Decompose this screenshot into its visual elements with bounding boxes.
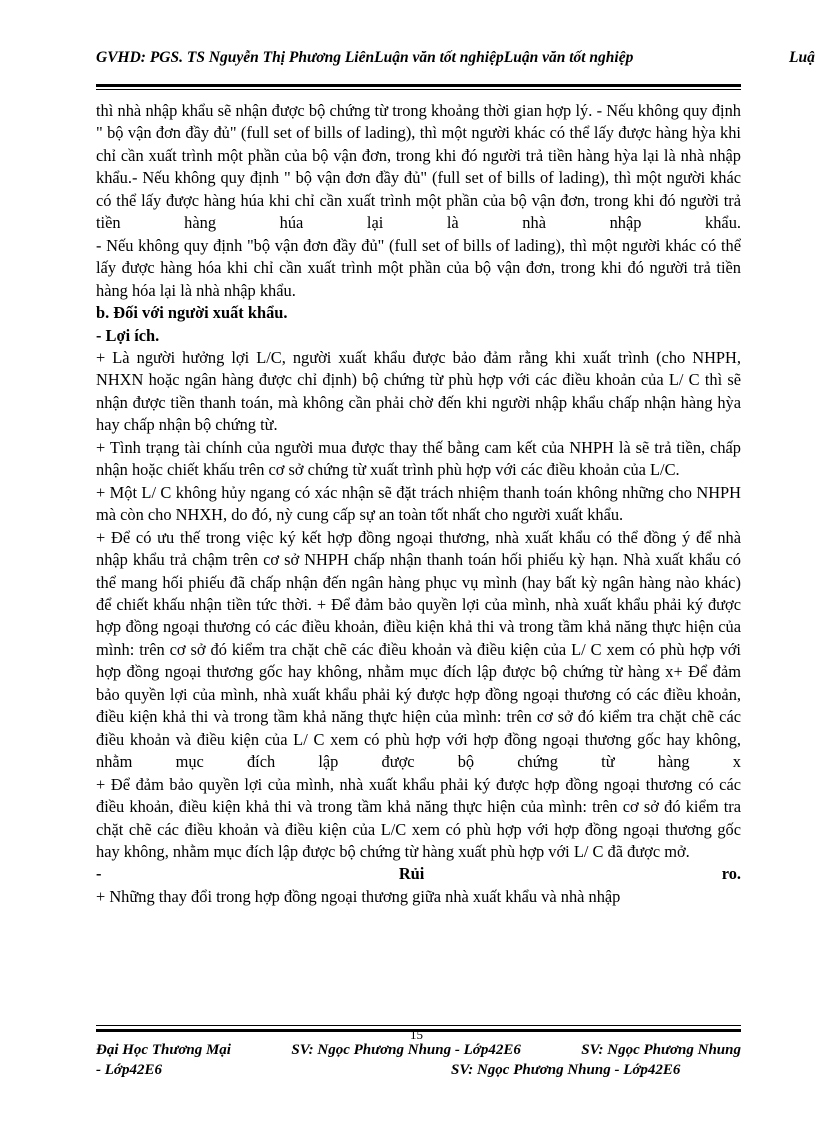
footer-student-1: SV: Ngọc Phương Nhung - Lớp42E6 <box>291 1042 521 1058</box>
paragraph-advantage: + Để có ưu thế trong việc ký kết hợp đồng ngoại thương, nhà xuất khẩu có thể đồng ý để nhà nhập khẩu trả chậm trên cơ sở NHPH chấp nhận thanh toán hối phiếu kỳ hạn. Nhà xuất khẩu có thể mang hối phiếu đã chấp nhận đến ngân hàng phục vụ mình (hay bất kỳ ngân hàng nào khác) để chiết khấu nhận tiền tức thời. + Để đảm bảo quyền lợi của mình, nhà xuất khẩu phải ký được hợp đồng ngoại thương có các điều khoản, điều kiện khả thi và trong tầm khả năng thực hiện của mình: trên cơ sở đó kiểm tra chặt chẽ các điều khoản và điều kiện của L/ C xem có phù hợp với hợp đồng ngoại thương gốc hay không, nhằm mục đích lập được bộ chứng từ hàng x+ Để đảm bảo quyền lợi của mình, nhà xuất khẩu phải ký được hợp đồng ngoại thương có các điều khoản, điều kiện khả thi và trong tầm khả năng thực hiện của mình: trên cơ sở đó kiểm tra chặt chẽ các điều khoản và điều kiện của L/ C xem có phù hợp với hợp đồng ngoại thương gốc hay không, nhằm mục đích lập được bộ chứng từ hàng x <box>96 527 741 772</box>
paragraph-rights: + Để đảm bảo quyền lợi của mình, nhà xuất khẩu phải ký được hợp đồng ngoại thương có các điều khoản, điều kiện khả thi và trong tầm khả năng thực hiện của mình: trên cơ sở đó kiểm tra chặt chẽ các điều khoản và điều kiện của L/C xem có phù hợp với hợp đồng ngoại thương gốc hay không, nhằm mục đích lập được bộ chứng từ hàng xuất phù hợp với L/ C đã được mở. <box>96 774 741 861</box>
page-footer <box>96 1040 741 1080</box>
paragraph-irrevocable-lc: + Một L/ C không hủy ngang có xác nhận sẽ đặt trách nhiệm thanh toán không những cho NHPH mà còn cho NHXH, do đó, nỳ cung cấp sự an toàn tốt nhất cho người xuất khẩu. <box>96 482 741 525</box>
header-rule-thin <box>96 89 741 90</box>
document-body <box>96 100 741 908</box>
paragraph-full-set-bills: - Nếu không quy định "bộ vận đơn đầy đủ" (full set of bills of lading), thì một người khác có thể lấy được hàng hóa khi chỉ cần xuất trình một phần của bộ vận đơn, trong khi đó người trả tiền hàng hóa lại là nhà nhập khẩu. <box>96 235 741 300</box>
header-text: GVHD: PGS. TS Nguyễn Thị Phương LiênLuận văn tốt nghiệpLuận văn tốt nghiệp <box>96 49 634 66</box>
footer-rule-thin <box>96 1025 741 1026</box>
subheading-benefits: - Lợi ích. <box>96 325 160 345</box>
footer-class-suffix: - Lớp42E6 <box>96 1062 162 1078</box>
footer-student-3: SV: Ngọc Phương Nhung - Lớp42E6 <box>451 1062 681 1078</box>
header-rule-thick <box>96 84 741 87</box>
paragraph-beneficiary: + Là người hưởng lợi L/C, người xuất khẩu được bảo đảm rằng khi xuất trình (cho NHPH, NHXN hoặc ngân hàng được chỉ định) bộ chứng từ phù hợp với các điều khoản của L/ C thì sẽ nhận được tiền thanh toán, mà không cần phải chờ đến khi người nhập khẩu chấp nhận hàng hỳa hay chấp nhận bộ chứng từ. <box>96 347 741 435</box>
section-heading-exporter: b. Đối với người xuất khẩu. <box>96 303 288 323</box>
footer-student-2: SV: Ngọc Phương Nhung <box>581 1042 741 1058</box>
footer-school: Đại Học Thương Mại <box>96 1042 231 1058</box>
paragraph-changes: + Những thay đổi trong hợp đồng ngoại thương giữa nhà xuất khẩu và nhà nhập <box>96 886 621 906</box>
page-number: 15 <box>410 1027 423 1042</box>
page-header <box>96 44 816 74</box>
paragraph-financial-status: + Tình trạng tài chính của người mua được thay thế bằng cam kết của NHPH là sẽ trả tiền, chấp nhận hoặc chiết khấu trên cơ sở chứng từ xuất trình phù hợp với các điều khoản của L/C. <box>96 437 741 480</box>
paragraph-importer-bill-of-lading: thì nhà nhập khẩu sẽ nhận được bộ chứng từ trong khoảng thời gian hợp lý. - Nếu không quy định " bộ vận đơn đầy đủ" (full set of bills of lading), thì một người khác có thể lấy được hàng hỳa khi chỉ cần xuất trình một phần của bộ vận đơn, trong khi đó người trả tiền hàng hỳa lại là nhà nhập khẩu.- Nếu không quy định " bộ vận đơn đầy đủ" (full set of bills of lading), thì một người khác có thể lấy được hàng húa khi chỉ cần xuất trình một phần của bộ vận đơn, trong khi đó người trả tiền hàng húa lại là nhà nhập khẩu. <box>96 101 741 233</box>
subheading-risks: - Rủi ro. <box>96 864 741 884</box>
header-text-cutoff: Luậ <box>789 49 815 66</box>
